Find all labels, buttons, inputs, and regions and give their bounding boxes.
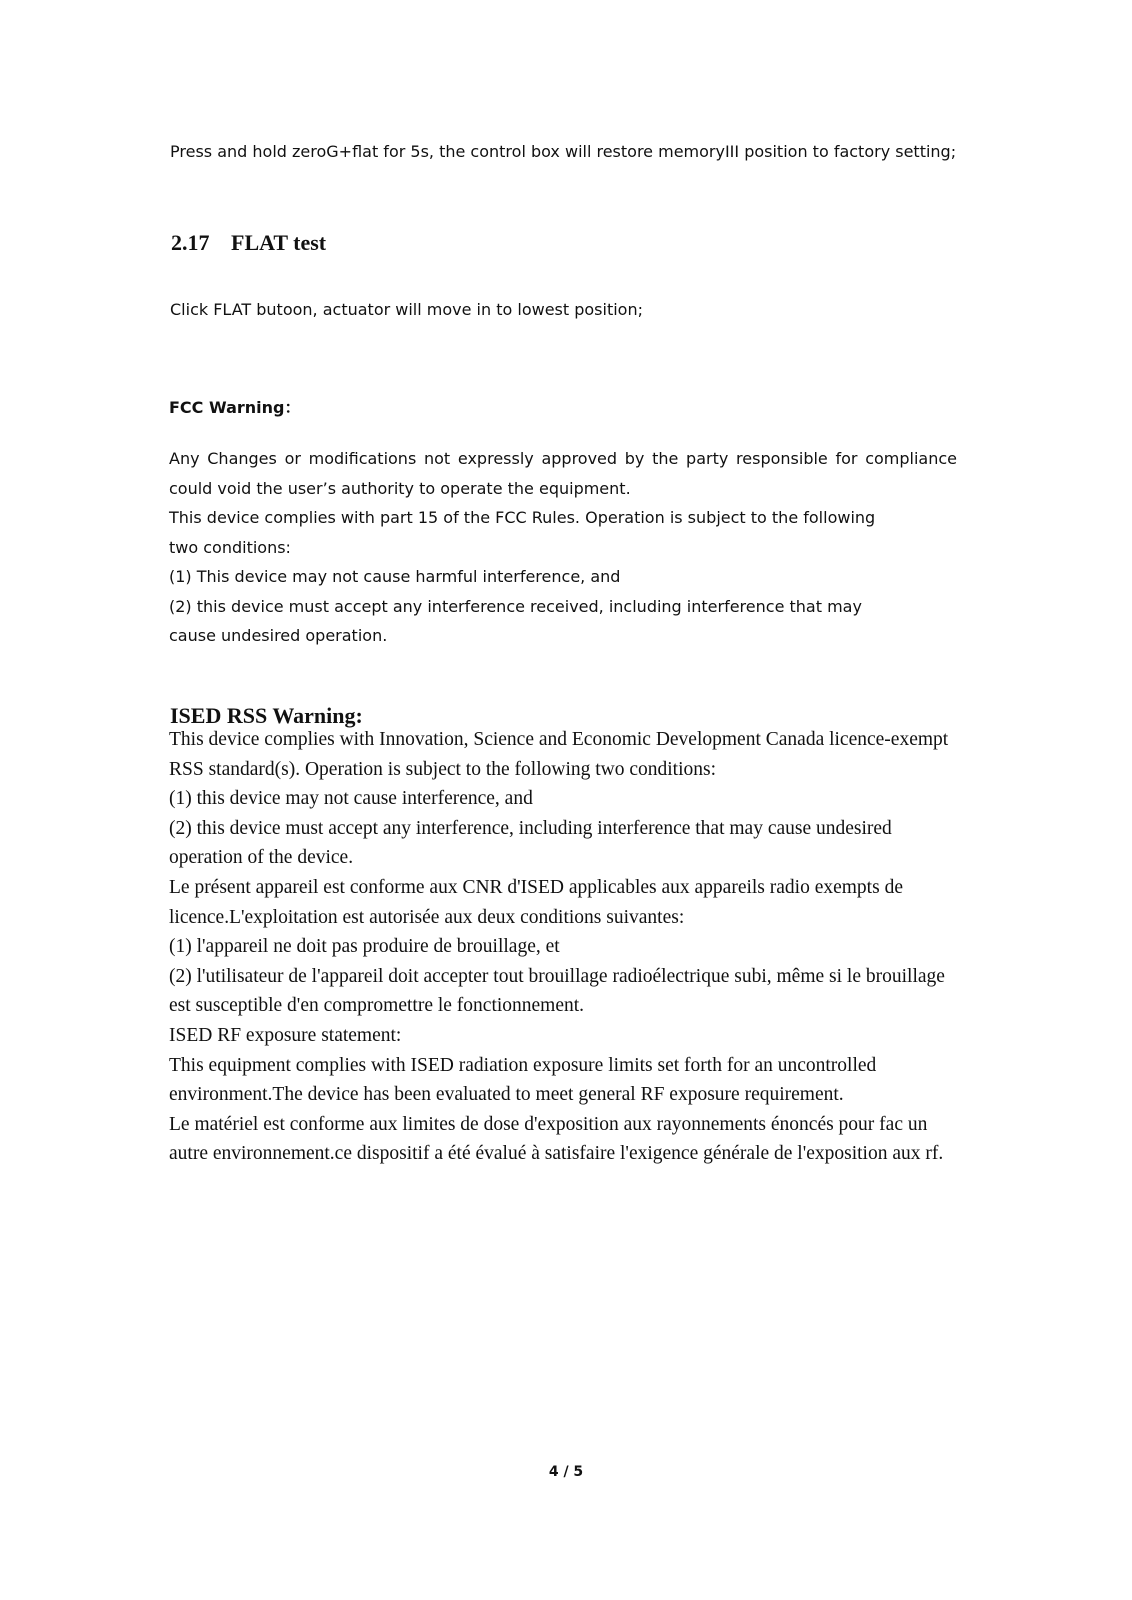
ised-line: autre environnement.ce dispositif a été évalué à satisfaire l'exigence générale de l'exposition aux rf. xyxy=(169,1143,944,1165)
fcc-warning-block xyxy=(169,444,957,651)
ised-line: environment.The device has been evaluated to meet general RF exposure requirement. xyxy=(169,1084,844,1106)
page-number: 4 / 5 xyxy=(548,1464,584,1480)
fcc-modifications-paragraph: Any Changes or modifications not expressly approved by the party responsible for compliance could void the user’s authority to operate the equipment. xyxy=(169,449,957,498)
ised-line: (2) this device must accept any interference, including interference that may cause undesired xyxy=(169,817,892,839)
flat-test-block xyxy=(170,295,976,325)
factory-reset-paragraph: Press and hold zeroG+flat for 5s, the control box will restore memoryIII position to factory setting; xyxy=(170,142,957,161)
ised-warning-block xyxy=(169,725,969,1169)
ised-line: (2) l'utilisateur de l'appareil doit accepter tout brouillage radioélectrique subi, même si le brouillage xyxy=(169,965,945,987)
fcc-condition-2: (2) this device must accept any interference received, including interference that may cause undesired operation. xyxy=(169,596,862,645)
ised-warning-heading: ISED RSS Warning: xyxy=(170,703,363,728)
ised-line: ISED RF exposure statement: xyxy=(169,1024,402,1046)
ised-line: RSS standard(s). Operation is subject to the following two conditions: xyxy=(169,758,717,780)
section-number: 2.17 xyxy=(171,230,210,255)
ised-line: (1) l'appareil ne doit pas produire de brouillage, et xyxy=(169,936,560,958)
ised-line: This equipment complies with ISED radiation exposure limits set forth for an uncontrolled xyxy=(169,1054,877,1076)
ised-line: This device complies with Innovation, Science and Economic Development Canada licence-exempt xyxy=(169,729,949,750)
fcc-condition-1: (1) This device may not cause harmful interference, and xyxy=(169,567,621,586)
ised-line: est susceptible d'en compromettre le fonctionnement. xyxy=(169,995,585,1017)
fcc-part15-paragraph: This device complies with part 15 of the FCC Rules. Operation is subject to the following two conditions: xyxy=(169,508,876,557)
flat-test-paragraph: Click FLAT butoon, actuator will move in to lowest position; xyxy=(170,300,643,319)
intro-block xyxy=(170,137,976,167)
ised-line: Le présent appareil est conforme aux CNR d'ISED applicables aux appareils radio exempts de xyxy=(169,876,903,898)
ised-line: (1) this device may not cause interference, and xyxy=(169,788,533,810)
fcc-warning-heading: FCC Warning： xyxy=(169,398,301,417)
ised-line: operation of the device. xyxy=(169,847,354,869)
ised-line: licence.L'exploitation est autorisée aux deux conditions suivantes: xyxy=(169,906,685,928)
section-heading-flat-test xyxy=(171,230,326,256)
ised-line: Le matériel est conforme aux limites de dose d'exposition aux rayonnements énoncés pour fac un xyxy=(169,1113,928,1135)
section-title: FLAT test xyxy=(231,230,327,255)
